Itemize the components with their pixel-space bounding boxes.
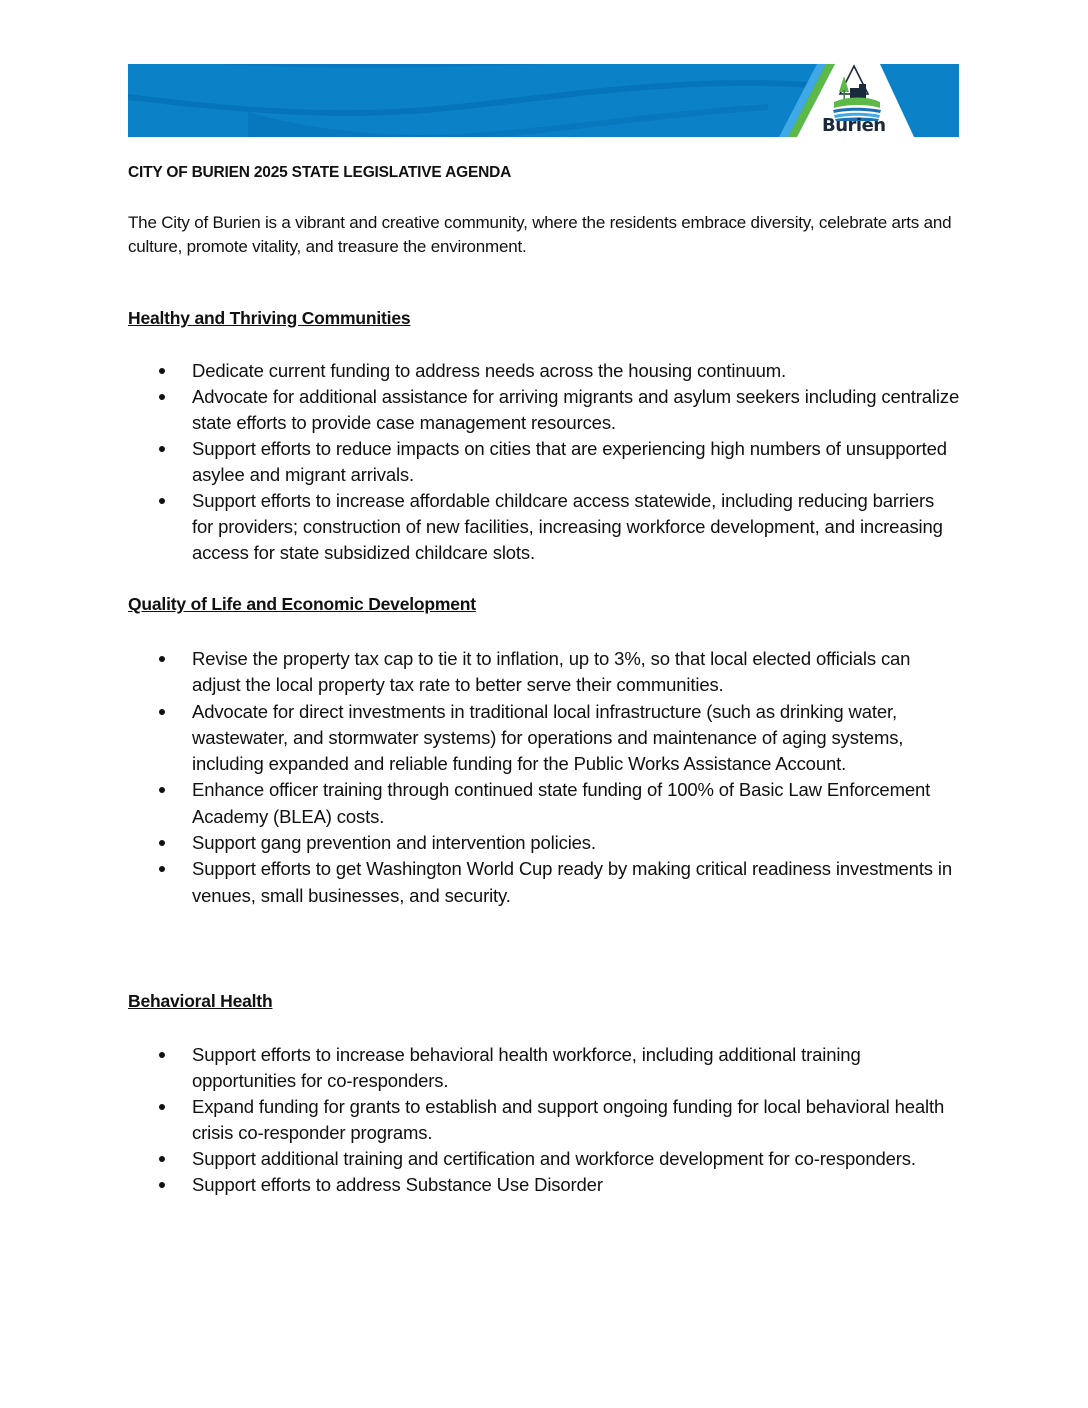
quality-of-life-list — [128, 646, 960, 909]
bullet-icon — [159, 394, 165, 400]
bullet-icon — [159, 1156, 165, 1162]
list-item: Support efforts to increase behavioral health workforce, including additional training opportunities for co-responders. — [128, 1042, 960, 1094]
document-title: CITY OF BURIEN 2025 STATE LEGISLATIVE AGENDA — [128, 164, 512, 181]
healthy-communities-list — [128, 358, 960, 566]
list-item: Expand funding for grants to establish and support ongoing funding for local behavioral health crisis co-responder programs. — [128, 1094, 960, 1146]
bullet-icon — [159, 368, 165, 374]
bullet-icon — [159, 866, 165, 872]
list-item: Advocate for direct investments in traditional local infrastructure (such as drinking water, wastewater, and stormwater systems) for operations and maintenance of aging systems, including expanded and reliable funding for the Public Works Assistance Account. — [128, 699, 960, 778]
header-banner — [128, 64, 959, 137]
bullet-icon — [159, 446, 165, 452]
bullet-icon — [159, 1104, 165, 1110]
list-item: Support efforts to increase affordable childcare access statewide, including reducing barriers for providers; construction of new facilities, increasing workforce development, and increasing access for state subsidized childcare slots. — [128, 488, 960, 566]
bullet-icon — [159, 656, 165, 662]
bullet-icon — [159, 840, 165, 846]
bullet-icon — [159, 709, 165, 715]
section-heading-behavioral-health: Behavioral Health — [128, 991, 273, 1011]
list-item: Revise the property tax cap to tie it to inflation, up to 3%, so that local elected officials can adjust the local property tax rate to better serve their communities. — [128, 646, 960, 699]
behavioral-health-list — [128, 1042, 960, 1198]
list-item: Support additional training and certification and workforce development for co-responders. — [128, 1146, 960, 1172]
logo-wordmark: Burien — [822, 115, 886, 136]
bullet-icon — [159, 787, 165, 793]
bullet-icon — [159, 1182, 165, 1188]
list-item: Support efforts to get Washington World Cup ready by making critical readiness investments in venues, small businesses, and security. — [128, 856, 960, 909]
bullet-icon — [159, 498, 165, 504]
list-item: Support efforts to address Substance Use Disorder — [128, 1172, 960, 1198]
list-item: Advocate for additional assistance for arriving migrants and asylum seekers including centralize state efforts to provide case management resources. — [128, 384, 960, 436]
section-heading-healthy-communities: Healthy and Thriving Communities — [128, 308, 411, 328]
list-item: Support efforts to reduce impacts on cities that are experiencing high numbers of unsupported asylee and migrant arrivals. — [128, 436, 960, 488]
list-item: Dedicate current funding to address needs across the housing continuum. — [128, 358, 960, 384]
list-item: Enhance officer training through continued state funding of 100% of Basic Law Enforcement Academy (BLEA) costs. — [128, 777, 960, 830]
section-heading-quality-of-life: Quality of Life and Economic Development — [128, 594, 476, 614]
list-item: Support gang prevention and intervention policies. — [128, 830, 960, 856]
intro-paragraph: The City of Burien is a vibrant and creative community, where the residents embrace diversity, celebrate arts and culture, promote vitality, and treasure the environment. — [128, 213, 952, 256]
bullet-icon — [159, 1052, 165, 1058]
